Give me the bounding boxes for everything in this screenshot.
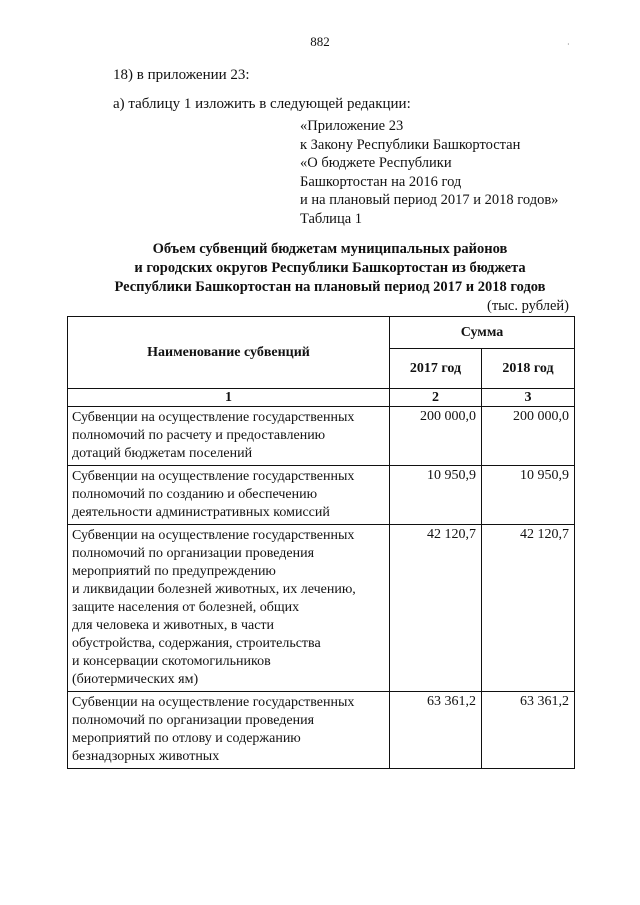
amount-2018: 10 950,9 xyxy=(482,466,575,525)
amount-2017: 10 950,9 xyxy=(390,466,482,525)
amount-2017: 63 361,2 xyxy=(390,692,482,769)
subvention-name-line: Субвенции на осуществление государственных xyxy=(72,695,355,710)
subvention-name-line: обустройства, содержания, строительства xyxy=(72,636,321,651)
header-2018: 2018 год xyxy=(482,349,575,389)
header-2017: 2017 год xyxy=(390,349,482,389)
subvention-name-line: деятельности административных комиссий xyxy=(72,505,330,520)
table-row xyxy=(68,466,575,525)
appendix-line: «О бюджете Республики xyxy=(300,155,452,171)
instruction-text: а) таблицу 1 изложить в следующей редакции: xyxy=(113,96,411,112)
appendix-line: Башкортостан на 2016 год xyxy=(300,173,462,190)
column-index: 1 xyxy=(68,389,390,407)
subvention-name-line: полномочий по организации проведения xyxy=(72,546,315,561)
subvention-name-line: и консервации скотомогильников xyxy=(72,654,271,669)
subvention-name-line: мероприятий по предупреждению xyxy=(72,564,276,579)
subvention-name-line: полномочий по организации проведения xyxy=(72,713,315,728)
amount-2018: 63 361,2 xyxy=(482,692,575,769)
column-index: 2 xyxy=(390,389,482,407)
subvention-name-line: полномочий по созданию и обеспечению xyxy=(72,487,318,502)
table-title-line: и городских округов Республики Башкортостан из бюджета xyxy=(134,260,526,276)
table-row xyxy=(68,692,575,769)
subvention-name xyxy=(68,466,390,525)
appendix-line: к Закону Республики Башкортостан xyxy=(300,136,521,153)
table-title-line: Объем субвенций бюджетам муниципальных районов xyxy=(152,241,508,257)
appendix-line: и на плановый период 2017 и 2018 годов» xyxy=(300,192,559,208)
units-label: (тыс. рублей) xyxy=(487,298,569,314)
subvention-name-line: (биотермических ям) xyxy=(72,672,199,687)
subventions-table xyxy=(67,316,575,769)
table-number: Таблица 1 xyxy=(300,210,363,227)
subvention-name-line: Субвенции на осуществление государственных xyxy=(72,410,355,425)
page-number: 882 xyxy=(310,34,330,49)
subvention-name-line: мероприятий по отлову и содержанию xyxy=(72,731,301,746)
table-title xyxy=(60,240,600,297)
scan-speck: · xyxy=(567,40,570,49)
subvention-name-line: Субвенции на осуществление государственных xyxy=(72,469,355,484)
subvention-name xyxy=(68,692,390,769)
amount-2018: 200 000,0 xyxy=(482,407,575,466)
subvention-name xyxy=(68,407,390,466)
appendix-reference xyxy=(300,117,558,228)
table-row xyxy=(68,525,575,692)
appendix-line: «Приложение 23 xyxy=(300,118,404,134)
column-index-row xyxy=(68,389,575,407)
header-row xyxy=(68,317,575,349)
item-heading: 18) в приложении 23: xyxy=(113,67,250,83)
table-title-line: Республики Башкортостан на плановый период 2017 и 2018 годов xyxy=(114,279,546,295)
column-index: 3 xyxy=(482,389,575,407)
amount-2017: 42 120,7 xyxy=(390,525,482,692)
subvention-name xyxy=(68,525,390,692)
subvention-name-line: Субвенции на осуществление государственных xyxy=(72,528,355,543)
amount-2017: 200 000,0 xyxy=(390,407,482,466)
subvention-name-line: для человека и животных, в части xyxy=(72,618,275,633)
table-row xyxy=(68,407,575,466)
subvention-name-line: защите населения от болезней, общих xyxy=(72,600,300,615)
header-name: Наименование субвенций xyxy=(68,317,390,389)
amount-2018: 42 120,7 xyxy=(482,525,575,692)
subvention-name-line: дотаций бюджетам поселений xyxy=(72,446,253,461)
header-sum: Сумма xyxy=(390,317,575,349)
subvention-name-line: безнадзорных животных xyxy=(72,749,220,764)
subvention-name-line: полномочий по расчету и предоставлению xyxy=(72,428,326,443)
subvention-name-line: и ликвидации болезней животных, их лечению, xyxy=(72,582,356,597)
